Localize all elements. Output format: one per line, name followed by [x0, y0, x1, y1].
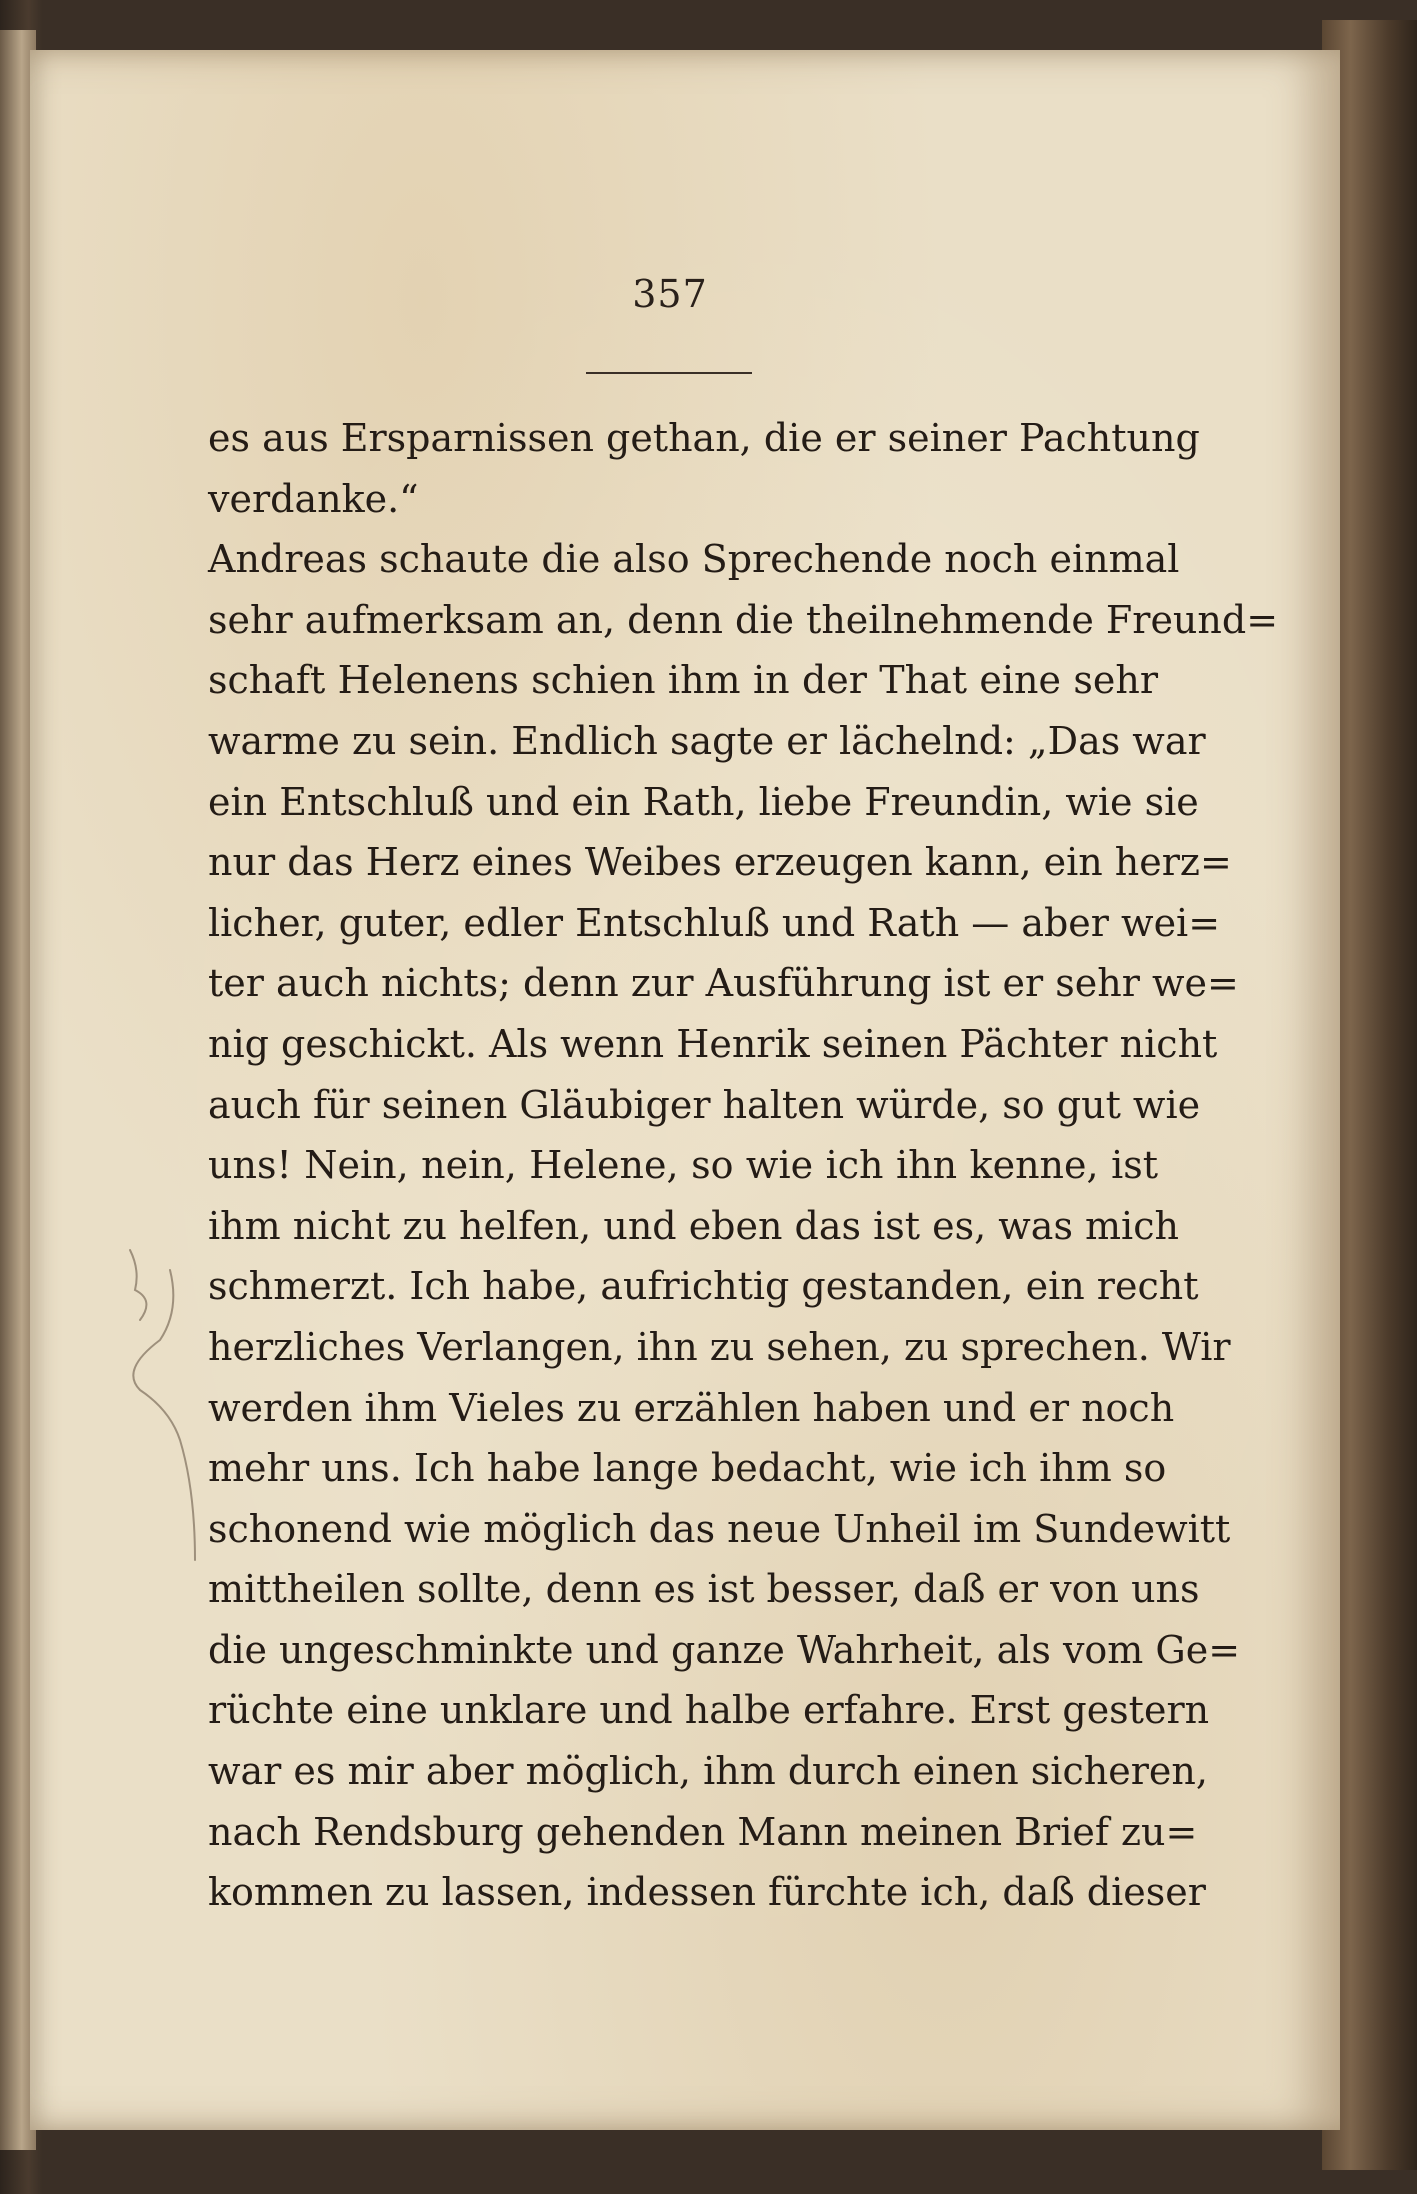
- text-line: war es mir aber möglich, ihm durch einen sicheren,: [208, 1749, 1208, 1794]
- text-line: verdanke.“: [208, 476, 419, 521]
- text-line: herzliches Verlangen, ihn zu sehen, zu sprechen. Wir: [208, 1324, 1231, 1369]
- text-line: schmerzt. Ich habe, aufrichtig gestanden, ein recht: [208, 1264, 1199, 1309]
- body-text: [208, 408, 1279, 1923]
- pencil-margin-mark: [100, 1230, 220, 1590]
- text-line: Andreas schaute die also Sprechende noch einmal: [208, 537, 1180, 582]
- text-line: ihm nicht zu helfen, und eben das ist es, was mich: [208, 1203, 1179, 1248]
- text-line: kommen zu lassen, indessen fürchte ich, daß dieser: [208, 1870, 1206, 1915]
- text-line: nur das Herz eines Weibes erzeugen kann, ein herz=: [208, 840, 1232, 885]
- text-line: sehr aufmerksam an, denn die theilnehmende Freund=: [208, 597, 1279, 642]
- text-line: uns! Nein, nein, Helene, so wie ich ihn kenne, ist: [208, 1143, 1158, 1188]
- text-line: rüchte eine unklare und halbe erfahre. Erst gestern: [208, 1688, 1210, 1733]
- text-line: mehr uns. Ich habe lange bedacht, wie ich ihm so: [208, 1446, 1167, 1491]
- text-line: die ungeschminkte und ganze Wahrheit, als vom Ge=: [208, 1627, 1241, 1672]
- text-line: schonend wie möglich das neue Unheil im Sundewitt: [208, 1506, 1231, 1551]
- text-line: mittheilen sollte, denn es ist besser, daß er von uns: [208, 1567, 1200, 1612]
- text-line: schaft Helenens schien ihm in der That eine sehr: [208, 658, 1158, 703]
- page-number: 357: [632, 272, 708, 316]
- text-line: es aus Ersparnissen gethan, die er seiner Pachtung: [208, 416, 1200, 460]
- text-line: auch für seinen Gläubiger halten würde, so gut wie: [208, 1082, 1201, 1127]
- text-line: nach Rendsburg gehenden Mann meinen Brief zu=: [208, 1809, 1198, 1854]
- text-line: nig geschickt. Als wenn Henrik seinen Pächter nicht: [208, 1021, 1218, 1066]
- text-line: werden ihm Vieles zu erzählen haben und er noch: [208, 1385, 1175, 1430]
- text-line: ter auch nichts; denn zur Ausführung ist er sehr we=: [208, 961, 1239, 1006]
- text-line: licher, guter, edler Entschluß und Rath — aber wei=: [208, 900, 1221, 945]
- text-line: ein Entschluß und ein Rath, liebe Freundin, wie sie: [208, 779, 1199, 824]
- page-number-rule: [586, 372, 752, 374]
- text-line: warme zu sein. Endlich sagte er lächelnd: „Das war: [208, 718, 1206, 763]
- book-page: [30, 50, 1340, 2130]
